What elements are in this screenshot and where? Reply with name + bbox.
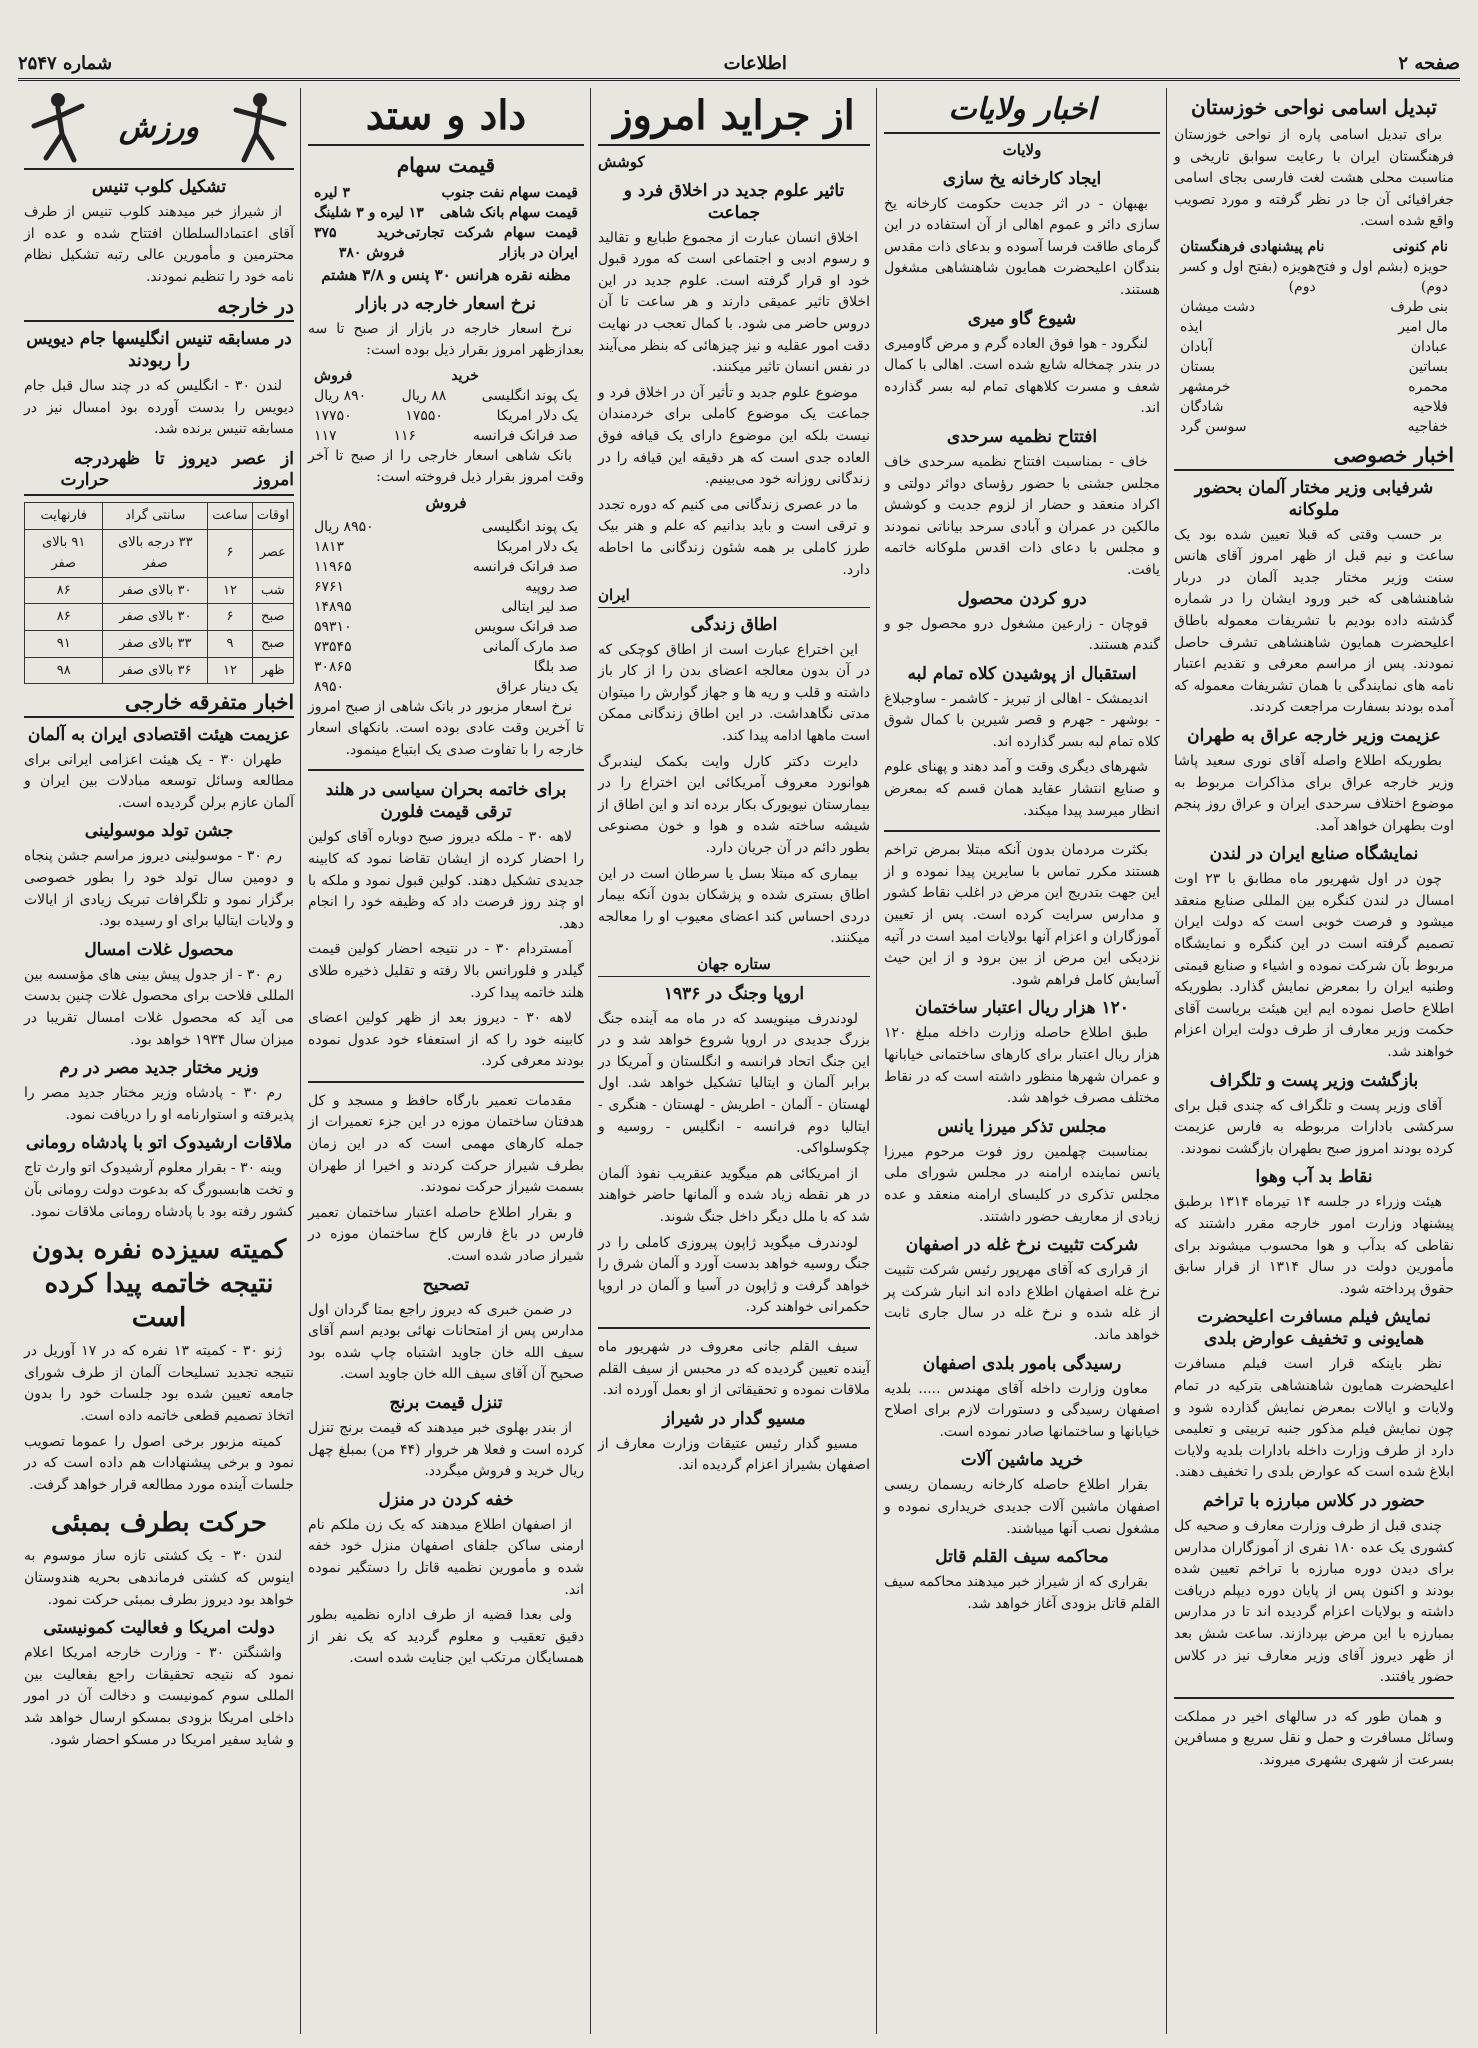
headline: برای خاتمه بحران سیاسی در هلند ترقی قیمت فلورن	[325, 780, 567, 823]
subsection-title: فروش	[425, 493, 467, 512]
masthead	[18, 48, 1460, 81]
table-row: ظهر ۱۲ ۳۶ بالای صفر ۹۸	[25, 657, 294, 684]
article-text: رم ۳۰ - از جدول پیش بینی های مؤسسه بین المللی فلاحت برای محصول غلات چنین بدست می آید که محصول غلات امسال تقریبا در میزان سال ۱۹۳۴ خواهد بود.	[24, 966, 294, 1048]
article-text: سیف القلم جانی معروف در شهریور ماه آینده تعیین گردیده که در محبس از سیف القلم ملاقات نموده و تحقیقاتی از او بعمل آورده اند.	[598, 1338, 870, 1399]
divider	[1174, 1697, 1454, 1699]
headline: افتتاح نظمیه سرحدی	[946, 426, 1098, 447]
stock-row: قیمت سهام بانک شاهی ۱۳ لیره و ۳ شلینگ	[314, 205, 578, 221]
sports-emblem	[24, 88, 294, 170]
list-item: فلاحیه شادگان	[1180, 398, 1448, 415]
column-provinces	[878, 88, 1166, 2034]
headline: خفه کردن در منزل	[378, 1489, 514, 1510]
headline: مسیو گدار در شیراز	[662, 1408, 806, 1429]
headline: خرید ماشین آلات	[960, 1450, 1084, 1471]
headline: محاکمه سیف القلم قاتل	[935, 1547, 1109, 1568]
article-text: وینه ۳۰ - بقرار معلوم آرشیدوک اتو وارث تاج و تخت هابسبورگ که بدعوت دولت رومانی بآن کشور رفته بود با پادشاه رومانی ملاقات نمود.	[24, 1160, 294, 1220]
article-text: طهران ۳۰ - یک هیئت اعزامی ایرانی برای مطالعه وسائل توسعه مبادلات بین ایران و آلمان عازم برلن گردیده است.	[24, 751, 294, 811]
section-title: اخبار خصوصی	[1174, 445, 1454, 471]
column-domestic-news	[1168, 88, 1460, 2034]
bank-row: صد فرانک سویس ۵۹۳۱۰	[314, 618, 578, 635]
subsection-title: کوشش	[598, 153, 645, 171]
article-text: رم ۳۰ - موسولینی دیروز مراسم جشن پنجاه و دومین سال تولد خود را بطور خصوصی برگزار نمود و تلگرافات تبریک زیادی از ایالات و ولایات ایتالیا برای او رسیده بود.	[24, 848, 294, 930]
headline: عزیمت هیئت اقتصادی ایران به آلمان	[27, 724, 291, 745]
article-text: طبق اطلاع حاصله وزارت داخله مبلغ ۱۲۰ هزار ریال اعتبار برای کارهای ساختمانی خیابانها و عمران شهرها منظور داشته است که در نقاط مختلف مصرف خواهد شد.	[884, 1025, 1160, 1107]
article-text: بمناسبت چهلمین روز فوت مرحوم میرزا یانس نماینده ارامنه در مجلس شورای ملی مجلس تذکری در کلیسای ارامنه منعقد و عده زیادی از معاریف حضور داشتند.	[884, 1143, 1160, 1225]
section-banner: اخبار ولایات	[884, 88, 1160, 134]
table-row: شب ۱۲ ۳۰ بالای صفر ۸۶	[25, 577, 294, 604]
headline: بازگشت وزیر پست و تلگراف	[1209, 1070, 1419, 1091]
headline: اطاق زندگی	[690, 614, 778, 635]
temperature-title: از عصر دیروز تا ظهر امروز درجه حرارت	[24, 449, 294, 496]
headline: وزیر مختار جدید مصر در رم	[59, 1058, 259, 1079]
headline: شیوع گاو میری	[967, 308, 1077, 329]
bank-row: صد لیر ایتالی ۱۴۸۹۵	[314, 598, 578, 615]
article-text: نظر باینکه قرار است فیلم مسافرت اعلیحضرت همایون شاهنشاهی بترکیه در تمام ولایات و ایالات بمعرض نمایش گذارده شود و چون نمایش فیلم مذکور جنبه تربیتی و تعلیمی دارد از طرف وزارت داخله بادارات بلدیه ولایات ابلاغ شده است که عوارض بلدی را تخفیف دهند.	[1174, 1356, 1454, 1481]
stock-row: قیمت سهام نفت جنوب ۳ لیره	[314, 185, 578, 201]
column-sports-foreign	[18, 88, 300, 2034]
headline: نمایش فیلم مسافرت اعلیحضرت همایونی و تخفیف عوارض بلدی	[1197, 1307, 1431, 1350]
headline: ایجاد کارخانه یخ سازی	[942, 168, 1102, 189]
bank-row: یک پوند انگلیسی ۸۹۵۰ ریال	[314, 518, 578, 535]
article-text: از قراری که آقای مهرپور رئیس شرکت تثبیت نرخ غله اصفهان اطلاع داده اند انبار شرکت پر از غله شده و نرخ غله در سال جاری ثابت خواهد ماند.	[884, 1262, 1160, 1343]
headline: جشن تولد موسولینی	[84, 821, 234, 842]
article-text: اخلاق انسان عبارت از مجموع طبایع و تقالید و رسوم ادبی و اجتماعی است که مورد قبول خود او قرار گرفته است. علوم جدید در این اخلاق تاثیر عمیقی دارند و هر ساعت تا آن دروس حاضر می شود. با کمال تعجب در نهایت دقت امور عقلیه و نیز چیزهائی که بنظر می‌آیند در نفس انسان تاثیر میکنند.	[598, 229, 870, 376]
headline: تصحیح	[422, 1274, 470, 1295]
table-row: صبح ۹ ۳۳ بالای صفر ۹۱	[25, 630, 294, 657]
article-text: از امریکائی هم میگوید عنقریب نفوذ آلمان در هر نقطه زیاد شده و آلمانها حاضر خواهند شد که با ملل دیگر داخل جنگ شوند.	[598, 1165, 870, 1225]
headline: دولت امریکا و فعالیت کمونیستی	[43, 1618, 275, 1639]
headline: نرخ اسعار خارجه در بازار	[356, 293, 536, 314]
headline: اروپا وجنگ در ۱۹۳۶	[663, 983, 805, 1004]
list-item: محمره خرمشهر	[1180, 378, 1448, 395]
article-text: نرخ اسعار مزبور در بانک شاهی از صبح امروز تا آخرین وقت عادی بوده است. بانکهای اسعار خارجه را با تفاوت صدی یک ابتیاع مینمود.	[308, 698, 584, 758]
table-header-row: اوقات ساعت سانتی گراد فارنهایت	[25, 502, 294, 529]
column-rule	[1166, 88, 1167, 2034]
section-title: در خارجه	[24, 296, 294, 322]
list-item: عبادان آبادان	[1180, 338, 1448, 355]
article-text: لاهه ۳۰ - دیروز بعد از ظهر کولین اعضای کابینه خود را که از استعفاء خود عدول نموده بودند معرفی کرد.	[308, 1010, 584, 1070]
article-text: واشنگتن ۳۰ - وزارت خارجه امریکا اعلام نمود که نتیجه تحقیقات راجع بفعالیت بین المللی سوم کمونیست و دخالت آن در امور داخلی امریکا بزودی بمسکو ارسال خواهد شد و شاید سفیر امریکا در مسکو احضار شود.	[24, 1645, 294, 1748]
headline: استقبال از پوشیدن کلاه تمام لبه	[907, 663, 1137, 684]
article-text: بکثرت مردمان بدون آنکه مبتلا بمرض تراخم هستند مکرر تماس با سایرین پیدا نموده و از این جهت بتدریج این مرض در اغلب نقاط کشور و مدارس سرایت کرده است. پس از تعیین آموزگاران و اعزام آنها بولایات امید است در آتیه نزدیکی این مرض از بین برود و از این حیث آسایش کامل فراهم شود.	[884, 842, 1160, 988]
bank-row: صد بلگا ۳۰۸۶۵	[314, 658, 578, 675]
article-text: لندن ۳۰ - انگلیس که در چند سال قبل جام دیویس را بدست آورده بود امسال نیز در مسابقه تنیس برنده شد.	[24, 377, 294, 438]
athlete-icon	[224, 90, 294, 166]
headline-major: حرکت بطرف بمبئی	[51, 1508, 267, 1539]
headline: عزیمت وزیر خارجه عراق به طهران	[1187, 725, 1441, 746]
headline: در مسابقه تنیس انگلیسها جام دیویس را ربودند	[26, 328, 292, 371]
article-text: و همان طور که در سالهای اخیر در مملکت وسائل مسافرت و حمل و نقل سریع و مسافرین بسرعت از شهری بشهری میروند.	[1174, 1708, 1454, 1768]
list-item: حویزه (بشم اول و فتح دوم) هویزه (بفتح اول و کسر دوم)	[1180, 258, 1448, 295]
table-row: صبح ۶ ۳۰ بالای صفر ۸۶	[25, 604, 294, 631]
article-text: چندی قبل از طرف وزارت معارف و صحیه کل کشوری یک عده ۱۸۰ نفری از آموزگاران مدارس برای دیدن دوره مبارزه با تراخم تعیین شده بودند و اکنون پس از پایان دوره دیپلم دریافت داشته و بولایات اعزام گردیده اند تا در مدارس بمبارزه با این مرض بپردازند. ساعت شش بعد از ظهر دیروز آقای وزیر معارف نیز در کلاس حضور یافتند.	[1174, 1517, 1455, 1686]
subsection-title: ولایات	[1002, 141, 1042, 159]
headline-major: کمیته سیزده نفره بدون نتیجه خاتمه پیدا کرده است	[31, 1235, 287, 1334]
article-text: برای تبدیل اسامی پاره از نواحی خوزستان فرهنگستان ایران با رعایت سوابق تاریخی و مناسبت محلی هشت لغت فارسی بجای اسامی جغرافیائی آن جا در نظر گرفته و مورد تصویب واقع شده است.	[1174, 127, 1454, 230]
article-text: مقدمات تعمیر بارگاه حافظ و مسجد و کل هدفتان ساختمان موزه در این جزء تعمیرات از جمله کارهای مهمی است که در این زمان بطرف شیراز حرکت کردند و اخیرا از طهران بسمت شیراز حرکت نمودند.	[308, 1092, 584, 1196]
article-text: ولی بعدا قضیه از طرف اداره نظمیه بطور دقیق تعقیب و معلوم گردید که یک نفر از همسایگان مرتکب این جنایت شده است.	[308, 1607, 584, 1667]
article-text: ما در عصری زندگانی می کنیم که دوره تجدد و ترقی است و باید بدانیم که علم و هنر بیک طرز کاملی بر همه شئون زندگانی ما احاطه دارد.	[598, 496, 870, 578]
headline: ملاقات ارشیدوک اتو با پادشاه رومانی	[25, 1133, 293, 1154]
article-text: از اصفهان اطلاع میدهند که یک زن ملکم نام ارمنی ساکن جلفای اصفهان منزل خود خفه شده و مأمورین نظمیه قاتل را دستگیر نموده اند.	[308, 1516, 584, 1598]
headline: ۱۲۰ هزار ریال اعتبار ساختمان	[915, 998, 1129, 1019]
article-text: در ضمن خبری که دیروز راجع بمتا گردان اول مدارس پس از امتحانات نهائی بودیم اسم آقای سیف الله خان جاوید اشتباه چاپ شده بود صحیح آن آقای سیف الله خان جاوید است.	[308, 1301, 584, 1383]
article-text: بهبهان - در اثر جدیت حکومت کارخانه یخ سازی دائر و عموم اهالی از آن استفاده در این گرمای طاقت فرسا آسوده و بدعای ذات مقدس بندگان اعلیحضرت همایون شاهنشاهی مشغول هستند.	[884, 195, 1160, 298]
fx-row: یک پوند انگلیسی ۸۸ ریال ۸۹۰ ریال	[314, 387, 578, 404]
article-text: اندیمشک - اهالی از تبریز - کاشمر - ساوجبلاغ - بوشهر - جهرم و قصر شیرین با کمال شوق کلاه تمام لبه بسر گذارده اند.	[884, 690, 1160, 750]
list-item: خفاجیه سوسن گرد	[1180, 418, 1448, 435]
headline: تشکیل کلوب تنیس	[91, 177, 227, 197]
section-banner: داد و ستد	[308, 88, 584, 146]
section-title: اخبار متفرقه خارجی	[24, 692, 294, 718]
column-rule	[590, 88, 591, 2034]
article-text: موضوع علوم جدید و تأثیر آن در اخلاق فرد و جماعت یک موضوع کاملی برای خردمندان نیست بلکه این موضوع دارای یک قیافه فوق العاده جدی است که هر دقیقه این قیافه را در زندگانی روزانه خود می‌بینیم.	[598, 384, 870, 488]
column-rule	[300, 88, 301, 2034]
bank-row: یک دینار عراق ۸۹۵۰	[314, 678, 578, 695]
article-text: ژنو ۳۰ - کمیته ۱۳ نفره که در ۱۷ آوریل در نتیجه تجدید تسلیحات آلمان از طرف شورای جامعه تعیین شده بود جلسات خود را بدون اتخاذ تصمیم قطعی خاتمه داده است.	[24, 1343, 294, 1424]
article-text: رم ۳۰ - پادشاه وزیر مختار جدید مصر را پذیرفته و استوارنامه او را دریافت نمود.	[24, 1085, 294, 1123]
article-text: و بقرار اطلاع حاصله اعتبار ساختمان تعمیر فارس در باغ فارس کاخ ساختمان موزه در شیراز صادر شده است.	[308, 1204, 584, 1265]
article-text: لنگرود - هوا فوق العاده گرم و مرض گاومیری در بندر چمخاله شایع شده است. اهالی با کمال شعف و مسرت کلاههای تمام لبه بسر گذارده اند.	[884, 335, 1160, 417]
issue-number: شماره ۲۵۴۷	[18, 52, 113, 74]
article-text: از شیراز خبر میدهند کلوب تنیس از طرف آقای اعتمادالسلطان افتتاح شده و عده از محترمین و مأمورین عالی رتبه تشکیل نظام نامه خود را تنظیم نمودند.	[24, 204, 294, 285]
article-text: از بندر بهلوی خبر میدهند که قیمت برنج تنزل کرده است و فعلا هر خروار (۴۴ من) بمبلغ چهل ریال خرید و فروش میگردد.	[308, 1420, 585, 1480]
article-text: دایرت دکتر کارل وایت بکمک لیندبرگ هوانورد معروف آمریکائی این اختراع را در بیمارستان نیویورک بکار برده اند و این اطاق از شیشه ساخته شده و هوا و خون مصنوعی بطور دائم در آن جریان دارد.	[598, 753, 870, 857]
sports-title: ورزش	[118, 110, 200, 146]
headline: درو کردن محصول	[957, 588, 1087, 609]
divider	[308, 1081, 584, 1083]
article-text: نرخ اسعار خارجه در بازار از صبح تا سه بعدازظهر امروز بقرار ذیل بوده است:	[308, 320, 584, 359]
article-text: چون در اول شهریور ماه مطابق با ۲۳ اوت امسال در لندن کنگره بین المللی صنایع منعقد میشود و فرصت خوبی است که دولت ایران تصمیم گرفته است در این کنگره و نمایشگاه مربوط بآن شرکت نموده و اشیاء و صنایع قیمتی وطنیه ایران را بمعرض نمایش گذارد. بطوریکه اطلاع حاصل نموده ایم این هیئت بریاست آقای حکمت وزیر معارف از طرف دولت ایران اعزام خواهند شد.	[1174, 871, 1454, 1061]
article-text: شهرهای دیگری وقت و آمد دهند و پهنای علوم و صنایع انتشار عقاید همان قسم که بمعرض انظار میرسد پیدا میکند.	[884, 759, 1160, 819]
column-press-review	[592, 88, 876, 2034]
fx-row: صد فرانک فرانسه ۱۱۶ ۱۱۷	[314, 427, 578, 444]
article-text: هیئت وزراء در جلسه ۱۴ تیرماه ۱۳۱۴ برطبق پیشنهاد وزارت امور خارجه مقرر داشتند که نقاطی که بدآب و هوا محسوب میشوند برای مأمورین دولت در سال ۱۳۱۴ از قرار سابق حقوق پرداخته شود.	[1174, 1194, 1454, 1297]
bank-row: صد فرانک فرانسه ۱۱۹۶۵	[314, 558, 578, 575]
list-item: مال امیر ایذه	[1180, 318, 1448, 335]
headline: شرکت تثبیت نرخ غله در اصفهان	[905, 1235, 1139, 1256]
table-row: عصر ۶ ۳۳ درجه بالای صفر ۹۱ بالای صفر	[25, 529, 294, 577]
names-header: نام کنونی نام پیشنهادی فرهنگستان	[1180, 238, 1448, 255]
list-item: بساتین بستان	[1180, 358, 1448, 375]
divider	[308, 769, 584, 771]
article-text: لودندرف مینویسد که در ماه مه آینده جنگ بزرگ جدیدی در اروپا شروع خواهد شد و در این جنگ اتحاد فرانسه و انگلستان و آمریکا در برابر آلمان و ایتالیا تشکیل خواهد شد. اول لهستان - آلمان - اطریش - لهستان - هنگری - ایتالیا دوم فرانسه - انگلیس - روسیه و چکوسلواکی.	[598, 1010, 870, 1157]
headline: نقاط بد آب وهوا	[1255, 1167, 1373, 1188]
article-text: خاف - بمناسبت افتتاح نظمیه سرحدی خاف مجلس جشنی با حضور رؤسای دوائر دولتی و اکراد منعقد و حضار از لزوم جدیت و کوشش مالکین در عمران و آبادی سرحد بیاناتی نمودند و مجلس با دعای ذات اقدس ملوکانه خاتمه یافت.	[884, 453, 1160, 578]
silver-price: مظنه نقره هرانس ۳۰ پنس و ۳/۸ هشتم	[321, 266, 571, 284]
article-text: کمیته مزبور برخی اصول را عموما تصویب نمود و برخی پیشنهادات هم داده است که در جلسات آینده مورد مطالعه قرار خواهد گرفت.	[24, 1433, 294, 1493]
article-text: لاهه ۳۰ - ملکه دیروز صبح دوباره آقای کولین را احضار کرده از ایشان تقاضا نمود که کابینه جدیدی تشکیل دهند. کولین قبول نمود و ملکه با او چند روز فرصت داد که وظیفه خود را انجام دهد.	[308, 829, 584, 932]
article-text: این اختراع عبارت است از اطاق کوچکی که در آن بدون معالجه اعضای بدن را از کار باز داشته و قلب و ریه ها و جهاز گوارش را میتوان مدتی نگاهداشت. در این اطاق زندگانی ممکن است ماهها ادامه پیدا کند.	[598, 641, 870, 745]
article-text: بقراری که از شیراز خبر میدهند محاکمه سیف القلم قاتل بزودی آغاز خواهد شد.	[884, 1574, 1160, 1612]
bank-row: یک دلار امریکا ۱۸۱۳	[314, 538, 578, 555]
stock-row: قیمت سهام شرکت تجارتی ایران در بازار خرید ۳۷۵ فروش ۳۸۰	[314, 225, 578, 261]
headline: رسیدگی بامور بلدی اصفهان	[922, 1353, 1122, 1374]
article-text: آمستردام ۳۰ - در نتیجه احضار کولین قیمت گیلدر و فلورانس بالا رفته و تقلیل ذخیره طلای هلند خاتمه پیدا کرد.	[308, 941, 584, 1001]
subsection-title: ایران	[598, 585, 870, 608]
article-text: لودندرف میگوید ژاپون پیروزی کاملی را در جنگ روسیه خواهد بدست آورد و آلمان شرق را خواهد گرفت و ژاپون در آسیا و آلمان در اروپا حکمرانی خواهند کرد.	[598, 1234, 870, 1316]
headline: حضور در کلاس مبارزه با تراخم	[1203, 1490, 1425, 1511]
bank-row: صد روپیه ۶۷۶۱	[314, 578, 578, 595]
bank-row: صد مارک آلمانی ۷۳۵۴۵	[314, 638, 578, 655]
headline: تنزل قیمت برنج	[389, 1393, 503, 1413]
athlete-icon	[24, 90, 94, 166]
article-text: معاون وزارت داخله آقای مهندس ..... بلدیه اصفهان رسیدگی و دستورات لازم برای اصلاح خیابانها و ساختمانها صادر نموده است.	[884, 1380, 1160, 1440]
fx-row: یک دلار امریکا ۱۷۵۵۰ ۱۷۷۵۰	[314, 407, 578, 424]
fx-header: خرید فروش	[314, 367, 479, 384]
article-text: بقرار اطلاع حاصله کارخانه ریسمان ریسی اصفهان ماشین آلات جدیدی خریداری نموده و مشغول نصب آنها میباشند.	[884, 1477, 1160, 1537]
list-item: بنی طرف دشت میشان	[1180, 298, 1448, 315]
divider	[598, 1327, 870, 1329]
headline: تاثیر علوم جدید در اخلاق فرد و جماعت	[623, 180, 845, 223]
article-text: بیماری که مبتلا بسل یا سرطان است در این اطاق بستری شده و پزشکان بدون آنکه بیمار دردی احساس کند اعضای معیوب او را معالجه میکنند.	[598, 865, 870, 947]
article-text: بر حسب وقتی که قبلا تعیین شده بود یک ساعت و نیم قبل از ظهر امروز آقای هانس سنت وزیر مختار جدید آلمان در دربار شاهنشاهی که خبر ورود ایشان را در شماره گذشته داده بودیم با تشریفات معموله باطاق اعلیحضرت همایون شاهنشاهی تشرف حاصل نمودند. پس از مراسم معرفی و تقدیم اعتبار نامه های نمایندگی با همان تشریفات معموله که آمده بودند بسفارت مراجعت کردند.	[1174, 526, 1454, 716]
page-label: صفحه ۲	[1398, 52, 1460, 74]
section-banner: از جراید امروز	[598, 88, 870, 146]
article-text: مسیو گدار رئیس عتیقات وزارت معارف از اصفهان بشیراز اعزام گردیده اند.	[598, 1435, 870, 1474]
article-text: بطوریکه اطلاع واصله آقای نوری سعید پاشا وزیر خارجه عراق برای مذاکرات مربوط به موضوع اختلاف سرحدی ایران و عراق روز پنجم اوت بطهران خواهد آمد.	[1174, 752, 1454, 834]
headline: تبدیل اسامی نواحی خوزستان	[1191, 95, 1437, 119]
temperature-table	[24, 502, 294, 684]
headline: محصول غلات امسال	[84, 939, 234, 960]
article-text: قوچان - زارعین مشغول درو محصول جو و گندم هستند.	[884, 615, 1160, 654]
column-markets	[302, 88, 590, 2034]
column-rule	[876, 88, 877, 2034]
headline: قیمت سهام	[396, 153, 496, 177]
article-text: لندن ۳۰ - یک کشتی تازه ساز موسوم به اینوس که کشتی فرماندهی بحریه هندوستان خواهد بود دیروز بطرف بمبئی حرکت نمود.	[24, 1548, 294, 1608]
paper-name: اطلاعات	[723, 52, 787, 74]
headline: شرفیابی وزیر مختار آلمان بحضور ملوکانه	[1194, 477, 1434, 520]
article-text: بانک شاهی اسعار خارجی را از صبح تا آخر وقت امروز بقرار ذیل فروخته است:	[308, 447, 584, 486]
article-text: آقای وزیر پست و تلگراف که چندی قبل برای سرکشی بادارات مربوطه به فارس عزیمت کرده بودند امروز صبح بطهران بازگشت نمودند.	[1174, 1097, 1454, 1157]
divider	[884, 830, 1160, 832]
subsection-title: ستاره جهان	[598, 954, 870, 977]
headline: مجلس تذکر میرزا یانس	[937, 1116, 1107, 1137]
headline: نمایشگاه صنایع ایران در لندن	[1209, 844, 1419, 865]
